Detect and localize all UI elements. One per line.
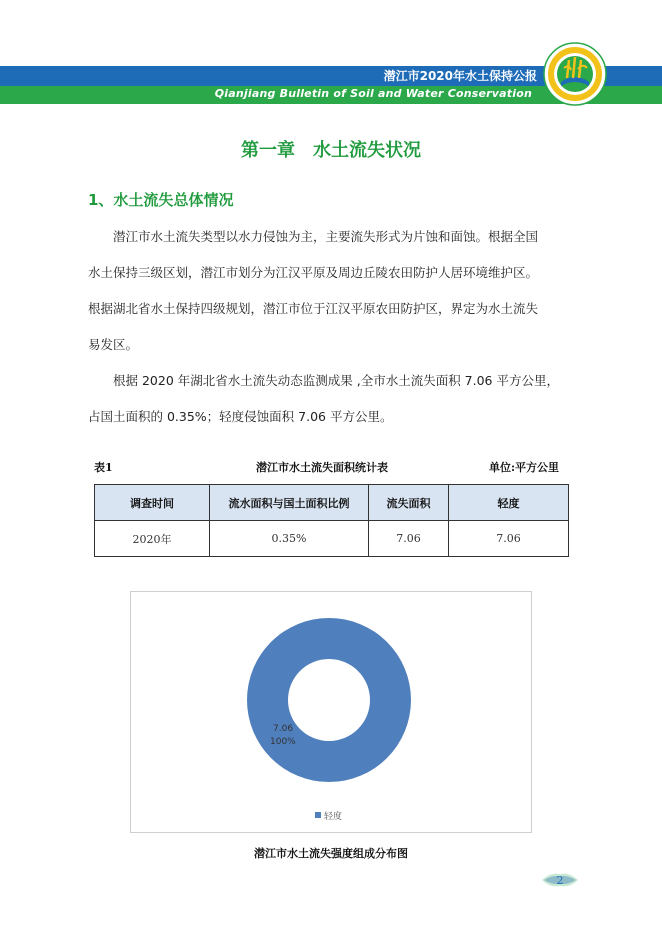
- chapter-title: 第一章 水土流失状况: [241, 140, 421, 161]
- erosion-area-table: [94, 484, 569, 557]
- header-erosion-area: 流失面积: [369, 485, 449, 521]
- data-label-percent: 100%: [270, 737, 296, 747]
- page-number: 2: [556, 874, 564, 887]
- legend-swatch: [315, 812, 321, 818]
- cell-mild: 7.06: [449, 521, 569, 557]
- table-header-row: [95, 485, 569, 521]
- chart-caption: 潜江市水土流失强度组成分布图: [254, 847, 408, 860]
- bulletin-title-cn: 潜江市2020年水土保持公报: [383, 69, 537, 83]
- table-label: 表1: [94, 461, 113, 474]
- cell-area-ratio: 0.35%: [210, 521, 369, 557]
- paragraph-1-line-1: 潜江市水土流失类型以水力侵蚀为主，主要流失形式为片蚀和面蚀。根据全国: [113, 229, 539, 244]
- chart-frame: [130, 591, 532, 833]
- cell-erosion-area: 7.06: [369, 521, 449, 557]
- section-title: 1、水土流失总体情况: [88, 191, 234, 209]
- paragraph-1-line-3: 根据湖北省水土保持四级规划，潜江市位于江汉平原农田防护区，界定为水土流失: [88, 301, 539, 316]
- data-label-value: 7.06: [273, 724, 294, 734]
- header-mild: 轻度: [449, 485, 569, 521]
- paragraph-1-line-4: 易发区。: [88, 337, 139, 352]
- bulletin-title-en: Qianjiang Bulletin of Soil and Water Conservation: [214, 87, 532, 100]
- header-area-ratio: 流水面积与国土面积比例: [210, 485, 369, 521]
- cell-survey-time: 2020年: [95, 521, 210, 557]
- legend-entry: 轻度: [324, 812, 343, 822]
- table-row: [95, 521, 569, 557]
- table-unit: 单位:平方公里: [489, 461, 560, 474]
- paragraph-1-line-2: 水土保持三级区划，潜江市划分为江汉平原及周边丘陵农田防护人居环境维护区。: [88, 265, 539, 280]
- donut-slice-轻度: [247, 618, 411, 782]
- header-survey-time: 调查时间: [95, 485, 210, 521]
- table-title: 潜江市水土流失面积统计表: [256, 461, 388, 474]
- donut-chart: [131, 592, 531, 832]
- page-number-badge: [540, 872, 580, 888]
- paragraph-2-line-1: 根据 2020 年湖北省水土流失动态监测成果 ,全市水土流失面积 7.06 平方公里，: [113, 373, 559, 388]
- soil-water-conservation-logo-icon: [543, 42, 607, 106]
- paragraph-2-line-2: 占国土面积的 0.35%；轻度侵蚀面积 7.06 平方公里。: [88, 409, 393, 424]
